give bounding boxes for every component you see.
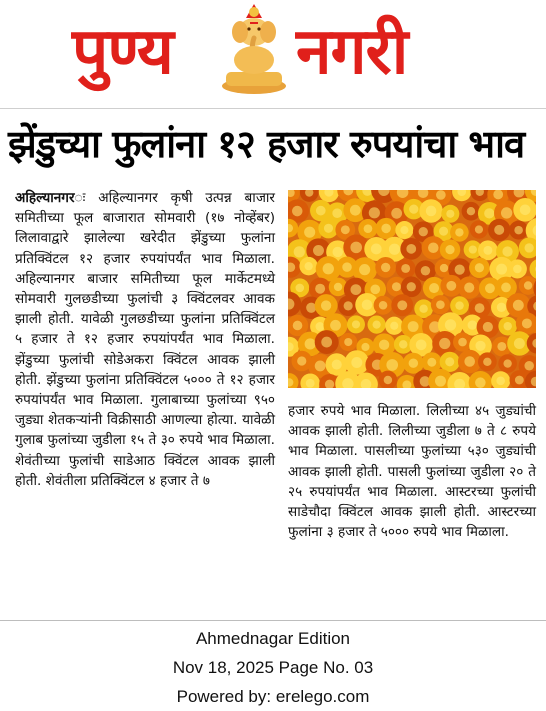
marigold-blossom-center (436, 300, 445, 309)
marigold-blossom-center (362, 299, 373, 310)
marigold-blossom-center (503, 359, 511, 367)
marigold-blossom-center (315, 284, 325, 294)
marigold-blossom-center (315, 322, 324, 331)
marigold-blossom-center (502, 246, 512, 256)
marigold-blossom-center (390, 322, 398, 330)
marigold-blossom-center (468, 320, 477, 329)
marigold-blossom-center (455, 228, 463, 236)
marigold-blossom-center (384, 376, 392, 384)
marigold-blossom-center (494, 225, 504, 235)
marigold-blossom-center (306, 379, 315, 388)
marigold-blossom-center (293, 321, 303, 331)
marigold-blossom-center (294, 246, 305, 257)
marigold-blossom-center (296, 284, 305, 293)
marigold-blossom-center (514, 226, 523, 235)
marigold-blossom-center (483, 246, 492, 255)
marigold-blossom-center (392, 282, 401, 291)
marigold-blossom-center (455, 301, 463, 309)
marigold-blossom-center (321, 337, 332, 348)
marigold-blossom-center (369, 207, 380, 218)
marigold-blossom-center (332, 208, 342, 218)
marigold-blossom-center (467, 207, 475, 215)
article-body-right: हजार रुपये भाव मिळाला. लिलीच्या ४५ जुड्यांची आवक झाली होती. लिलीच्या जुडीला ७ ते ८ रुपये भाव मिळाला. पासलीच्या फुलांच्या ५३० जुड्यांची आवक झाली होती. पासली फुलांच्या जुडीला २० ते २५ रुपयांपर्यंत भाव मिळाला. आस्टरच्या फुलांची साडेचौदा क्विंटल आवक झाली होती. आस्टरच्या फुलांना ३ हजार ते ५००० रुपये भाव मिळाला. (288, 403, 536, 541)
footer-edition: Ahmednagar Edition (195, 629, 351, 648)
marigold-blossom-center (321, 300, 331, 310)
marigold-blossom-center (496, 264, 507, 275)
masthead (0, 0, 546, 108)
marigold-blossom-center (304, 262, 312, 270)
marigold-blossom-center (406, 244, 416, 254)
marigold-blossom-center (426, 206, 437, 217)
marigold-blossom-center (389, 244, 400, 255)
marigold-blossom-center (429, 283, 439, 293)
marigold-blossom-center (475, 341, 485, 351)
marigold-blossom-center (324, 224, 333, 233)
article-headline: झेंडुच्या फुलांना १२ हजार रुपयांचा भाव (8, 122, 525, 166)
marigold-blossom-center (409, 204, 418, 213)
marigold-blossom-center (399, 340, 407, 348)
marigold-blossom-center (427, 358, 436, 367)
marigold-blossom-center (361, 343, 369, 351)
marigold-blossom-center (379, 340, 389, 350)
marigold-blossom-center (316, 206, 326, 216)
marigold-blossom-center (524, 281, 532, 289)
marigold-blossom-center (419, 227, 428, 236)
marigold-blossom-center (445, 245, 454, 254)
marigold-blossom-center (469, 245, 477, 253)
masthead-brand-left: पुण्य (72, 15, 173, 89)
marigold-blossom-center (297, 356, 306, 365)
top-divider (0, 108, 546, 109)
marigold-blossom-center (496, 377, 505, 386)
marigold-blossom-center (330, 320, 341, 331)
marigold-blossom-center (292, 206, 303, 217)
marigold-blossom-center (350, 242, 362, 254)
marigold-blossom-center (513, 265, 522, 274)
marigold-blossom-center (446, 210, 454, 218)
bottom-divider (0, 620, 546, 621)
marigold-blossom-center (334, 283, 342, 291)
marigold-blossom-center (501, 207, 512, 218)
marigold-blossom-center (401, 264, 410, 273)
marigold-blossom-center (514, 338, 525, 349)
marigold-blossom-center (475, 263, 484, 272)
marigold-blossom-center (445, 319, 456, 330)
article-dateline: अहिल्यानगर (15, 190, 75, 206)
marigold-blossom-center (304, 227, 315, 238)
marigold-blossom-center (497, 342, 506, 351)
marigold-blossom-center (421, 266, 430, 275)
marigold-blossom-center (485, 283, 495, 293)
marigold-blossom-center (400, 226, 408, 234)
marigold-blossom-center (483, 322, 493, 332)
marigold-blossom-center (439, 227, 448, 236)
marigold-blossom-center (407, 282, 416, 291)
article-body-left: ः अहिल्यानगर कृषी उत्पन्न बाजार समितीच्या फूल बाजारात सोमवारी (१७ नोव्हेंबर) लिलावाद्वारे झालेल्या खरेदीत झेंडुच्या फुलांना प्रतिक्विंटल १२ हजार रुपयांपर्यंत भाव मिळाला. अहिल्यानगर बाजार समितीच्या फूल मार्केटमध्ये सोमवारी गुलछडीच्या फुलांची ३ क्विंटलवर आवक झाली होती. यावेळी गुलछडीच्या फुलांना प्रतिक्विंटल ५ हजार ते १२ हजार रुपयांपर्यंत भाव मिळाला. झेंडुच्या फुलांची सोडेअकरा क्विंटल आवक झाली होती. झेंडुच्या फुलांना प्रतिक्विंटल ५००० ते १२ हजार रुपयांपर्यंत भाव मिळाला. गुलाबाच्या फुलांच्या ९५० जुड्या शेतकऱ्यांनी विक्रीसाठी आणल्या होत्या. यावेळी गुलाब फुलांच्या जुडीला १५ ते ३० रुपये भाव मिळाला. शेवंतीच्या फुलांची साडेआठ क्विंटल आवक झाली होती. शेवंतीला प्रतिक्विंटल ४ हजार ते ७ (15, 190, 275, 489)
marigold-blossom-center (386, 359, 398, 371)
marigold-blossom-center (455, 265, 465, 275)
marigold-blossom-center (373, 320, 381, 328)
footer-date-page: Nov 18, 2025 Page No. 03 (172, 658, 374, 677)
marigold-blossom (529, 259, 536, 280)
marigold-blossom-center (323, 263, 334, 274)
marigold-blossom-center (332, 359, 342, 369)
marigold-blossom-center (344, 338, 352, 346)
marigold-blossom-center (419, 305, 427, 313)
marigold-blossom-center (458, 338, 467, 347)
marigold-blossom-center (370, 284, 380, 294)
marigold-blossom-center (381, 224, 391, 234)
marigold-blossom-center (391, 208, 402, 219)
marigold-blossom-center (484, 208, 494, 218)
marigold-blossom-center (409, 358, 418, 367)
marigold-blossom-center (333, 247, 343, 257)
marigold-blossom-center (464, 283, 474, 293)
marigold-blossom-center (351, 357, 362, 368)
marigold-blossom-center (464, 356, 475, 367)
marigold-blossom-center (350, 284, 361, 295)
marigold-blossom-center (352, 320, 360, 328)
marigold-blossom-center (364, 224, 373, 233)
marigold-blossom-center (379, 301, 388, 310)
marigold-blossom-center (504, 322, 512, 330)
marigold-blossom-center (408, 321, 419, 332)
marigold-blossom-center (483, 358, 491, 366)
marigold-blossom-center (475, 225, 483, 233)
marigold-blossom-center (435, 376, 446, 387)
marigold-blossom-center (313, 245, 324, 256)
marigold-blossom-center (381, 263, 390, 272)
article-body-left-column (15, 188, 275, 491)
marigold-blossom-center (439, 338, 450, 349)
marigold-blossom-center (342, 262, 352, 272)
marigold-blossom-center (445, 357, 454, 366)
marigold-blossom-center (344, 301, 353, 310)
marigold-blossom-center (371, 244, 382, 255)
marigold-blossom-center (513, 300, 524, 311)
marigold-blossom-center (305, 338, 316, 349)
marigold-flowers-photo (288, 190, 536, 388)
marigold-blossom-center (446, 281, 456, 291)
marigold-blossom-center (522, 318, 532, 328)
footer-powered-by[interactable]: Powered by: erelego.com (176, 687, 370, 706)
marigold-blossom-center (350, 205, 361, 216)
marigold-blossom-center (436, 190, 446, 200)
marigold-blossom-center (520, 204, 531, 215)
marigold-blossom-center (515, 376, 524, 385)
marigold-blossom-center (428, 243, 439, 254)
marigold-blossom-center (501, 283, 511, 293)
marigold-blossom-center (524, 243, 533, 252)
marigold-blossom-center (315, 361, 326, 372)
marigold-blossom-center (475, 377, 486, 388)
marigold-blossom-center (359, 264, 370, 275)
marigold-blossom-center (475, 303, 485, 313)
masthead-brand-right: नगरी (296, 15, 408, 89)
marigold-blossom-center (416, 339, 427, 350)
ganesha-icon (218, 0, 290, 96)
marigold-blossom-center (440, 264, 448, 272)
marigold-blossom-center (524, 361, 534, 371)
marigold-blossom-center (497, 303, 506, 312)
marigold-blossom-center (397, 300, 407, 310)
marigold-blossom-center (341, 225, 350, 234)
